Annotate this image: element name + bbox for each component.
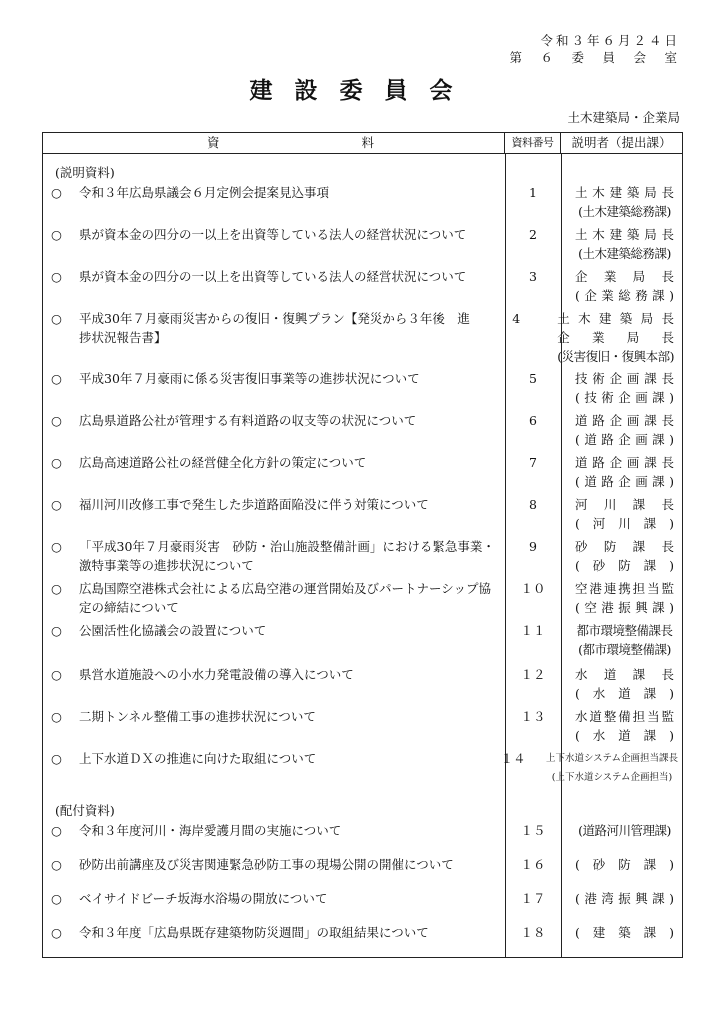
presenter-line: 道路企画課長 (575, 413, 674, 428)
presenter-line: 上下水道システム企画担当課長 (545, 753, 678, 764)
bullet-circle: ○ (51, 269, 62, 284)
presenter (561, 267, 682, 305)
material-title (43, 183, 505, 221)
presenter-line: 道路企画課長 (575, 455, 674, 470)
material-title (43, 225, 505, 263)
presenter-line: (上下水道システム企画担当) (551, 772, 673, 783)
bullet-circle: ○ (51, 497, 62, 512)
presenter-line: (道路河川管理課) (578, 823, 671, 838)
material-title (43, 453, 505, 491)
material-number: 2 (529, 227, 537, 242)
presenter (540, 749, 682, 787)
section-explanation: (説明資料) (55, 165, 115, 180)
material-title (43, 537, 505, 575)
presenter-line: (道路企画課) (575, 432, 674, 447)
material-title-text: 公園活性化協議会の設置について (79, 623, 267, 638)
material-title (43, 579, 505, 617)
bullet-circle: ○ (51, 857, 62, 872)
material-title-text: 令和３年度「広島県既存建築物防災週間」の取組結果について (79, 925, 429, 940)
presenter-line: (都市環境整備課) (578, 642, 671, 657)
bullet-circle: ○ (51, 413, 62, 428)
material-number: 4 (512, 311, 521, 326)
bullet-circle: ○ (51, 891, 62, 906)
table-row (43, 183, 682, 221)
presenter-line: 土木建築局長 (575, 227, 674, 242)
presenter (561, 665, 682, 703)
bullet-circle: ○ (51, 311, 62, 326)
table-row (43, 855, 682, 874)
presenter (543, 309, 682, 366)
material-title-text: ベイサイドビーチ坂海水浴場の開放について (79, 891, 328, 906)
table-row (43, 453, 682, 491)
material-title-text: 令和３年広島県議会６月定例会提案見込事項 (79, 185, 330, 200)
material-title (43, 369, 505, 407)
presenter-line: (空港振興課) (575, 600, 674, 615)
material-title (43, 707, 505, 745)
material-title-text: 砂防出前講座及び災害関連緊急砂防工事の現場公開の開催について (79, 857, 454, 872)
meeting-room: 第 ６ 委 員 会 室 (509, 50, 680, 65)
presenter (561, 821, 682, 840)
presenter-line: (土木建築総務課) (578, 204, 671, 219)
table-row (43, 267, 682, 305)
bullet-circle: ○ (51, 709, 62, 724)
presenter (561, 621, 682, 659)
presenter-line: (砂防課) (575, 857, 674, 872)
material-number: １８ (520, 925, 546, 940)
table-row (43, 621, 682, 659)
presenter-line: (港湾振興課) (575, 891, 674, 906)
table-row (43, 225, 682, 263)
presenter-line: 都市環境整備課長 (576, 623, 673, 638)
presenter (561, 225, 682, 263)
section-distribution: (配付資料) (55, 803, 115, 818)
material-number: 8 (529, 497, 537, 512)
header-number: 資料番号 (505, 133, 561, 153)
table-row (43, 537, 682, 575)
material-title (43, 267, 505, 305)
presenter-line: (建築課) (575, 925, 674, 940)
material-title-text: 上下水道ＤＸの推進に向けた取組について (79, 751, 317, 766)
presenter (561, 369, 682, 407)
presenter-line: 技術企画課長 (575, 371, 674, 386)
material-number: １５ (520, 823, 546, 838)
material-title-text: 県が資本金の四分の一以上を出資等している法人の経営状況について (79, 227, 467, 242)
material-number: １０ (520, 581, 546, 596)
presenter (561, 495, 682, 533)
presenter-line: 空港連携担当監 (575, 581, 674, 596)
material-title-text: 「平成30年７月豪雨災害 砂防・治山施設整備計画」における緊急事業・激特事業等の進捗状況について (79, 539, 495, 573)
material-title-text: 平成30年７月豪雨に係る災害復旧事業等の進捗状況について (79, 371, 420, 386)
presenter-line: (水道課) (575, 686, 674, 701)
bullet-circle: ○ (51, 539, 62, 554)
presenter (561, 411, 682, 449)
presenter-line: 土木建築局長 (575, 185, 674, 200)
material-title-text: 二期トンネル整備工事の進捗状況について (79, 709, 316, 724)
table-row (43, 923, 682, 942)
presenter-line: 砂防課長 (575, 539, 674, 554)
presenter (561, 889, 682, 908)
table-row (43, 889, 682, 908)
table-header (43, 133, 682, 154)
material-number: １６ (520, 857, 546, 872)
presenter-line: 企業局長 (557, 330, 674, 345)
presenter-line: 企業局長 (575, 269, 674, 284)
bullet-circle: ○ (51, 581, 62, 596)
presenter (561, 183, 682, 221)
table-row (43, 749, 682, 787)
meeting-date: 令和３年６月２４日 (540, 33, 680, 48)
material-title (43, 309, 489, 366)
presenter (561, 453, 682, 491)
presenter-line: (災害復旧・復興本部) (557, 349, 674, 364)
presenter-line: 水道整備担当監 (575, 709, 674, 724)
presenter-line: 河川課長 (575, 497, 674, 512)
presenter-line: (水道課) (575, 728, 674, 743)
material-number: １３ (520, 709, 546, 724)
table-row (43, 495, 682, 533)
material-number: 6 (529, 413, 537, 428)
material-number: 5 (529, 371, 537, 386)
header-material: 資 料 (43, 133, 505, 153)
table-row (43, 579, 682, 617)
bullet-circle: ○ (51, 227, 62, 242)
bullet-circle: ○ (51, 751, 62, 766)
page-title: 建設委員会 (249, 77, 475, 104)
material-title (43, 923, 505, 942)
material-title (43, 495, 505, 533)
materials-table (42, 132, 683, 958)
table-row (43, 665, 682, 703)
material-number: 1 (529, 185, 537, 200)
material-title-text: 広島高速道路公社の経営健全化方針の策定について (79, 455, 367, 470)
presenter-line: 土木建築局長 (557, 311, 674, 326)
material-number: 3 (529, 269, 537, 284)
material-title-text: 平成30年７月豪雨災害からの復旧・復興プラン【発災から３年後 進捗状況報告書】 (79, 311, 470, 345)
material-title-text: 令和３年度河川・海岸愛護月間の実施について (79, 823, 342, 838)
material-title (43, 889, 505, 908)
material-title-text: 福川河川改修工事で発生した歩道路面陥没に伴う対策について (79, 497, 429, 512)
material-number: １４ (500, 751, 526, 766)
material-title (43, 749, 486, 787)
bullet-circle: ○ (51, 925, 62, 940)
bullet-circle: ○ (51, 623, 62, 638)
bullet-circle: ○ (51, 185, 62, 200)
material-title-text: 県が資本金の四分の一以上を出資等している法人の経営状況について (79, 269, 467, 284)
table-row (43, 707, 682, 745)
material-number: １７ (520, 891, 546, 906)
presenter-line: (土木建築総務課) (578, 246, 671, 261)
table-row (43, 411, 682, 449)
material-title-text: 広島県道路公社が管理する有料道路の収支等の状況について (79, 413, 417, 428)
material-title-text: 広島国際空港株式会社による広島空港の運営開始及びパートナーシップ協定の締結について (79, 581, 492, 615)
material-title-text: 県営水道施設への小水力発電設備の導入について (79, 667, 354, 682)
presenter (561, 707, 682, 745)
presenter-line: (河川課) (575, 516, 674, 531)
bullet-circle: ○ (51, 455, 62, 470)
table-row (43, 369, 682, 407)
material-number: 9 (529, 539, 537, 554)
table-row (43, 309, 682, 366)
bullet-circle: ○ (51, 823, 62, 838)
bullet-circle: ○ (51, 667, 62, 682)
table-row (43, 821, 682, 840)
presenter (561, 855, 682, 874)
material-number: 7 (529, 455, 537, 470)
material-number: １１ (520, 623, 546, 638)
material-title (43, 855, 505, 874)
presenter (561, 537, 682, 575)
presenter-line: (道路企画課) (575, 474, 674, 489)
presenter-line: 水道課長 (575, 667, 674, 682)
material-title (43, 665, 505, 703)
presenter (561, 579, 682, 617)
material-title (43, 821, 505, 840)
department-label: 土木建築局・企業局 (567, 110, 680, 125)
presenter-line: (技術企画課) (575, 390, 674, 405)
material-title (43, 621, 505, 659)
material-title (43, 411, 505, 449)
header-presenter: 説明者（提出課） (571, 135, 672, 150)
meeting-meta (509, 32, 680, 66)
material-number: １２ (520, 667, 546, 682)
presenter (561, 923, 682, 942)
bullet-circle: ○ (51, 371, 62, 386)
presenter-line: (砂防課) (575, 558, 674, 573)
presenter-line: (企業総務課) (575, 288, 674, 303)
